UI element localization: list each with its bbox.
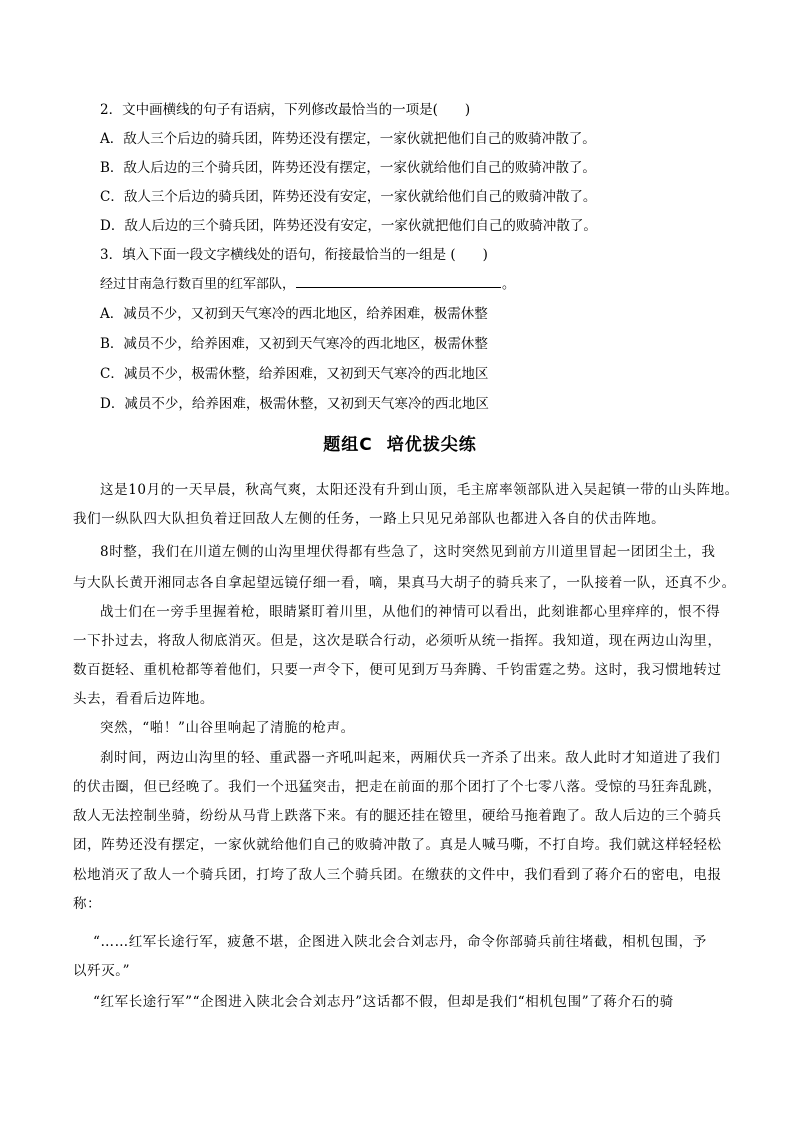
passage-line: 数百挺轻、重机枪都等着他们，只要一声令下，便可见到万马奔腾、千钧雷霆之势。这时，我习惯地转过 [73, 662, 722, 678]
question-3-sentence [100, 275, 740, 295]
passage-line: 团，阵势还没有摆定，一家伙就给他们自己的败骑冲散了。真是人喊马嘶，不打自垮。我们就这样轻轻松 [73, 837, 722, 853]
question-2-option-d: D．敌人后边的三个骑兵团，阵势还没有安定，一家伙就把他们自己的败骑冲散了。 [100, 218, 597, 234]
question-3-stem: 3．填入下面一段文字横线处的语句，衔接最恰当的一组是 ( ) [100, 247, 488, 263]
passage-line: 敌人无法控制坐骑，纷纷从马背上跌落下来。有的腿还挂在镫里，硬给马拖着跑了。敌人后边的三个骑兵 [73, 808, 722, 824]
passage-line: 这是10月的一天早晨，秋高气爽，太阳还没有升到山顶，毛主席率领部队进入吴起镇一带的山头阵地。 [100, 482, 739, 498]
question-2-option-c: C．敌人三个后边的骑兵团，阵势还没有安定，一家伙就给他们自己的败骑冲散了。 [100, 189, 597, 205]
question-2-option-b: B．敌人后边的三个骑兵团，阵势还没有摆定，一家伙就给他们自己的败骑冲散了。 [100, 160, 596, 176]
passage-line: 突然，“啪！”山谷里响起了清脆的枪声。 [100, 720, 355, 736]
passage-line: 头去，看看后边阵地。 [73, 691, 214, 707]
passage-line: 以歼灭。” [73, 963, 131, 979]
question-3-sentence-after: 。 [502, 277, 516, 292]
question-3-sentence-before: 经过甘南急行数百里的红军部队， [100, 277, 296, 292]
section-label: 题组C [323, 435, 373, 455]
passage-line: 与大队长黄开湘同志各自拿起望远镜仔细一看，嘀，果真马大胡子的骑兵来了，一队接着一队，还真不少。 [73, 575, 736, 591]
passage-line: 战士们在一旁手里握着枪，眼睛紧盯着川里，从他们的神情可以看出，此刻谁都心里痒痒的，恨不得 [100, 604, 721, 620]
passage-line: 我们一纵队四大队担负着迂回敌人左侧的任务，一路上只见兄弟部队也都进入各自的伏击阵地。 [73, 511, 666, 527]
question-3-option-d: D．减员不少，给养困难，极需休整，又初到天气寒冷的西北地区 [100, 396, 489, 412]
question-3-option-a: A．减员不少，又初到天气寒冷的西北地区，给养困难，极需休整 [100, 306, 488, 322]
fill-blank [296, 276, 501, 288]
passage-line: 8时整，我们在川道左侧的山沟里埋伏得都有些急了，这时突然见到前方川道里冒起一团团尘土，我 [100, 544, 716, 560]
passage-line: 松地消灭了敌人一个骑兵团，打垮了敌人三个骑兵团。在缴获的文件中，我们看到了蒋介石的密电，电报 [73, 867, 722, 883]
passage-line: “红军长途行军”“企图进入陕北会合刘志丹”这话都不假，但却是我们“相机包围”了蒋介石的骑 [93, 994, 674, 1010]
passage-line: 一下扑过去，将敌人彻底消灭。但是，这次是联合行动，必须听从统一指挥。我知道，现在两边山沟里， [73, 633, 722, 649]
passage-line: 称： [73, 896, 102, 912]
passage-line: “……红军长途行军，疲惫不堪，企图进入陕北会合刘志丹，命令你部骑兵前往堵截，相机包围，予 [93, 934, 707, 950]
section-title [0, 430, 800, 455]
question-2-option-a: A．敌人三个后边的骑兵团，阵势还没有摆定，一家伙就把他们自己的败骑冲散了。 [100, 131, 596, 147]
passage-line: 刹时间，两边山沟里的轻、重武器一齐吼叫起来，两厢伏兵一齐杀了出来。敌人此时才知道进了我们 [100, 750, 721, 766]
passage-line: 的伏击圈，但已经晚了。我们一个迅猛突击，把走在前面的那个团打了个七零八落。受惊的马狂奔乱跳， [73, 779, 722, 795]
section-name: 培优拔尖练 [386, 435, 477, 455]
question-3-option-c: C．减员不少，极需休整，给养困难，又初到天气寒冷的西北地区 [100, 366, 489, 382]
question-2-stem: 2．文中画横线的句子有语病，下列修改最恰当的一项是( ) [100, 102, 471, 118]
question-3-option-b: B．减员不少，给养困难，又初到天气寒冷的西北地区，极需休整 [100, 336, 488, 352]
